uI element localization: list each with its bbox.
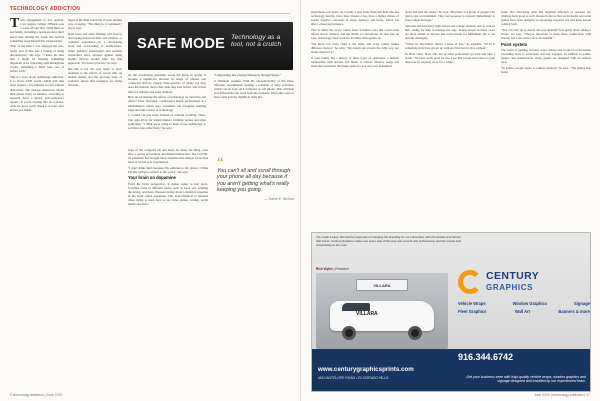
article-column-2 xyxy=(128,73,206,145)
right-page xyxy=(300,0,600,401)
ad-address: 4610 ANTELOPE ROAD • EL DORADO HILLS xyxy=(318,376,389,380)
header-rule xyxy=(10,13,290,14)
paragraph: 1. Connect in real ways. Instead of constant scrolling, video-chat apps allow for virtual dinners, birthday parties and other gatherings. "I think we're going to learn to use technology to socialize more effectively," he says. xyxy=(128,113,206,130)
article-column-3 xyxy=(214,73,294,153)
pull-quote-attribution: — Name E. Nichols xyxy=(264,196,294,201)
paragraph: "You can only do so much, and you shouldn't feel guilty about taking a break," he says. "They're important to keep those connections with friends, but I also want you to be mindful." xyxy=(501,28,591,41)
subheading: Point system xyxy=(501,41,528,47)
section-label: TECHNOLOGY ADDICTION xyxy=(10,6,81,12)
article-column-3 xyxy=(501,10,591,228)
banner-tagline: Technology as a tool, not a crutch xyxy=(231,34,282,49)
page-footer: 0 technology addiction | June 2020 xyxy=(10,393,63,397)
ad-website-link[interactable]: www.centurygraphicsprints.com xyxy=(318,366,414,373)
article-column-1 xyxy=(10,18,64,388)
ad-byline xyxy=(316,267,349,271)
ad-vehicle-photo xyxy=(316,273,448,349)
van-brand: VILLARA xyxy=(356,311,378,317)
service-item: Window Graphics xyxy=(512,301,548,306)
paragraph: een engagement to live auction. Last August, Ginger O'Brien took a week off and flew 5,000 miles to see family, including a newborn niece she'd never met. During the week, she noticed something about herself that surprised her. xyxy=(10,18,64,43)
article-column-1 xyxy=(311,10,399,228)
paragraph: steps of the computer lab and hears for many the thing, even after a period of isolation and limited interaction. The COVID-19 pandemic has brought those anxieties into sharper focus than most of us had ever experienced. xyxy=(128,148,208,165)
paragraph: In these cases, those who are of other professions go back and take a break. "It's been really good for me. I see that people have more to gain than lose by stepping away for a while." xyxy=(405,51,495,65)
paragraph: As the coronavirus pandemic swept the globe in spring, it became a significant increase in usage of phones and connected devices. Nearly three-quarters of adults say they used the internet more often than they had before, and screen time for children and teens climbed. xyxy=(128,73,206,94)
wheel-icon xyxy=(342,326,356,340)
ad-promo-text: Get your business seen with high-quality vehicle wraps, window graphics and signage designed and installed by our experienced team. xyxy=(466,375,586,384)
logo-subtitle: GRAPHICS xyxy=(486,283,534,292)
pull-quote xyxy=(217,155,294,236)
banner-title: SAFE MODE xyxy=(137,36,225,52)
century-graphics-logo xyxy=(458,269,588,295)
quote-mark-icon: “ xyxy=(217,155,224,171)
ad-contact-bar xyxy=(312,349,590,391)
ad-phone[interactable]: 916.344.6742 xyxy=(458,352,514,362)
ad-byline-separator: | xyxy=(333,267,336,271)
logo-name: CENTURY xyxy=(486,270,540,282)
ad-byline-name: Rick Wyllie xyxy=(316,267,333,271)
service-item: Banners & more xyxy=(558,309,590,314)
logo-mark-icon xyxy=(458,270,482,294)
subheading: Your brain on dopamine xyxy=(128,175,176,181)
safe-mode-banner xyxy=(128,22,293,70)
paragraph: "When we disconnect, there's a sense of loss," he explains. "Wi-Fi is something kids have grown up with and find hard to live without." xyxy=(405,42,495,51)
drop-cap: T xyxy=(10,18,20,31)
paragraph: skills. But answering texts that augment affection or reassure our children feels good as well. Research shows that social media and some games have been designed to encourage repeated use and keep people coming back. xyxy=(501,10,591,27)
paragraph: The world of gaming, in many ways, mirrors the world of social media, rewarding users to participate and stay engaged. In addition to points, badges and leaderboards, many games are designed with an endless loop. xyxy=(501,47,591,65)
paragraph: But this is not the only study to draw attention to the effects of screen time on mental health, and the growing body of evidence shows that teenagers are being affected. xyxy=(68,66,122,88)
paragraph: down and turn the tables," he says. "But there is a group of people who tend to get overwhelmed. They feel pressure to respond immediately to every single message." xyxy=(405,10,495,23)
paragraph: "We know not every child is the same, and every family makes different choices," he adds. "We assign our screens the right way, not blame them for it." xyxy=(311,42,399,55)
page-footer: June 2020 | technology addiction | 47 xyxy=(533,393,590,397)
paragraph: 2. Maintain routines. With the unpredictability of the virus, Velvalies recommends creating a schedule of daily activities, which can be done on a computer or cell phone. This will help you differentiate the work from the weekend. Find other ways to have some activity rhythm in daily life. xyxy=(214,78,294,100)
article-column-5 xyxy=(68,18,122,388)
article-column-4 xyxy=(128,148,208,230)
paragraph: Both notes and other findings will lead to developing interest in their own choices—a common experience—in a developing brain and overloading of notifications. Other pediatric neurologists and parental researchers have advised against using mobile devices around kids. Try this approach: "It's been a process," he says. xyxy=(68,31,122,66)
paragraph: "I don't think that's because I'm addicted to my phone; I think I'm just trying to connect to the world," she says. xyxy=(128,166,208,175)
service-item: Vehicle Wraps xyxy=(458,301,486,306)
wheel-icon xyxy=(408,326,422,340)
paragraph: ssperations over years. As a result, a new study finds that kids who use technology heavily, more than 3 hours a day, have a higher chance of seeing negative outcomes in sleep, memory and focus, which can affect school performance. xyxy=(311,10,399,27)
service-item: Wall Art xyxy=(514,309,530,314)
paragraph: "In games, people aspire to achieve mastery," he says. "The games stop being xyxy=(501,65,591,75)
service-item: Fleet Graphics xyxy=(458,309,487,314)
paragraph: "Part of the time I was engaged but also, really, part of that was a feeling of being disconnected," she says. "I knew the idea that I might be missing something important or be contacting staff through the cracks, something I didn't take care of before I left." xyxy=(10,44,64,74)
paragraph: From the brain perspective, it makes sense to feel good. Cravings come in different forms, such as food, sex, winning the lottery, and more. Pleasure brings about a chemical response in the brain called dopamine. This neurochemical is released when trying to learn how to use video games, texting, social media and more. xyxy=(128,181,208,207)
advertisement[interactable] xyxy=(311,232,591,392)
service-item: Signage xyxy=(574,301,590,306)
services-row xyxy=(458,301,590,306)
services-row xyxy=(458,309,590,314)
paragraph: That is where the worry comes from. Scientists note that screen time affects mood, memory and the ability to concentrate. To that end, he says, technology must work for us rather than against us. xyxy=(311,28,399,41)
article-column-2 xyxy=(405,10,495,228)
van-window xyxy=(342,303,370,311)
paragraph: inged at the final sound but it's just another way of seeing. "The thing is, it continued," Oscar says. xyxy=(68,18,122,31)
pull-quote-text: You can't sit and scroll through your phone all day because if you aren't getting what's really keeping you going. xyxy=(217,168,291,194)
ad-byline-role: President xyxy=(335,267,349,271)
storefront-sign: VILLARA xyxy=(356,279,408,291)
paragraph: "Using things like playing Monopoly through Skype." xyxy=(214,73,282,77)
paragraph: Velvalies has had many high school and college students start to contact him, asking for help to manage the urge. Young people in many cases are more reliant on devices and social media for fulfillment, but it can become damaging. xyxy=(405,23,495,41)
ad-testimonial: You made it easy. We had the huge task of changing the branding for our entire fleet, with 26 vehicles and almost 300 stores. Century Graphics made sure every step of the way was smooth and professional, and the results look outstanding on the road. xyxy=(316,235,462,247)
paragraph: If your family has a history of these types of addictions, a healthy relationship with devices and media is critical. Monitor usage and learn the boundaries that make sense for you and your household. xyxy=(311,56,399,69)
paragraph: This is a story about technology addiction. It is about 2,000 words, which will take most readers a few minutes to read without distraction. The average American checks their phone every 12 minutes, according to research from a global tech-company's reports. If you're reading this on a phone, odds are good you'll check it at least once before you finish. xyxy=(10,75,64,113)
paragraph: How do we manage the effects of technology on ourselves and others? Peter Velvalies, a behavioral health professional at a rehabilitation center, says consumers can recognize warning signs and take control of technology. xyxy=(128,95,206,112)
